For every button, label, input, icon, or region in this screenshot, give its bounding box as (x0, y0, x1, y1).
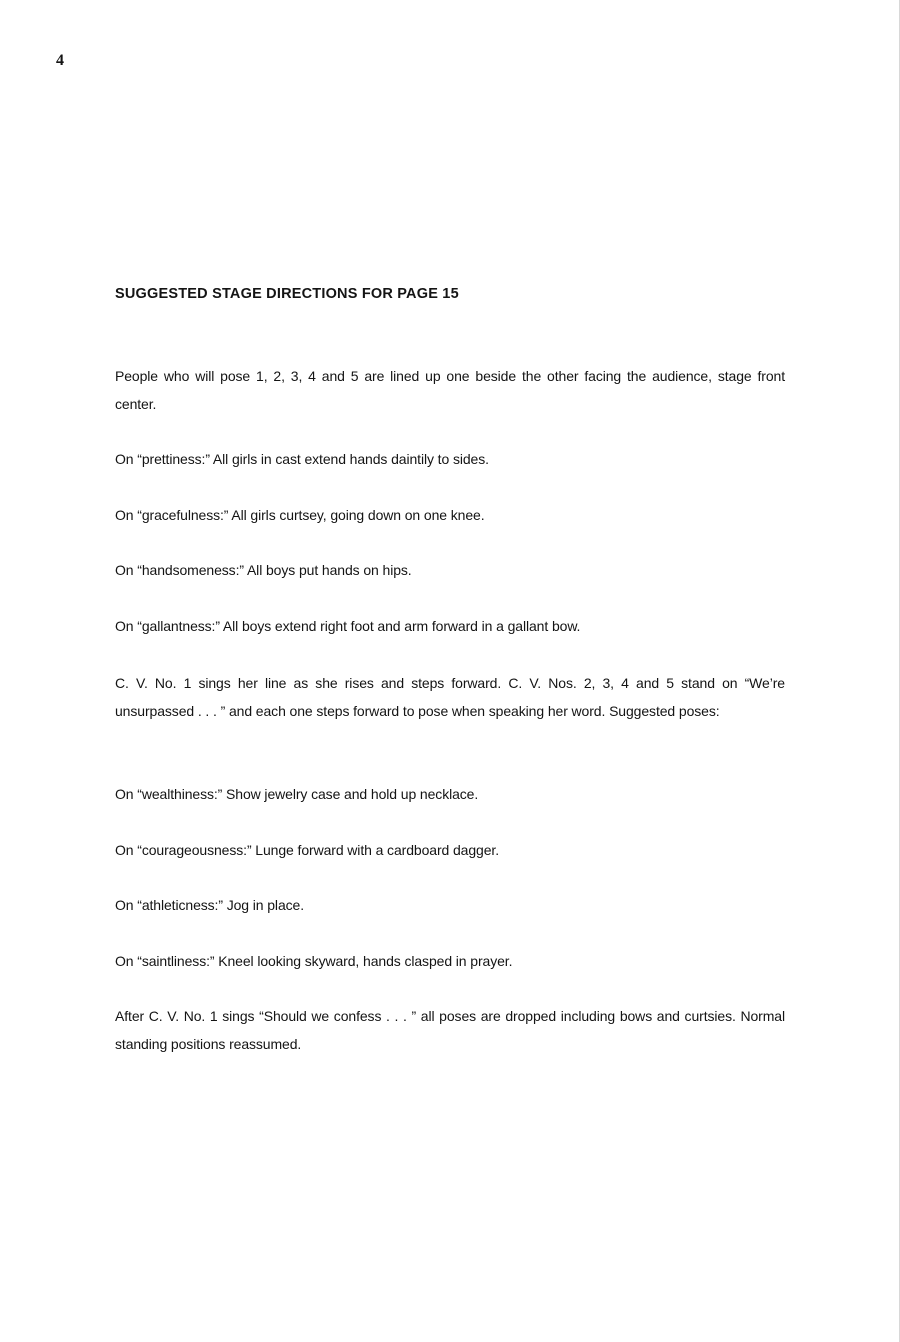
paragraph-prettiness: On “prettiness:” All girls in cast extend hands daintily to sides. (115, 451, 489, 467)
paragraph-gracefulness: On “gracefulness:” All girls curtsey, going down on one knee. (115, 507, 485, 523)
paragraph-gallantness: On “gallantness:” All boys extend right foot and arm forward in a gallant bow. (115, 618, 581, 634)
paragraph-athleticness: On “athleticness:” Jog in place. (115, 897, 305, 913)
paragraph-poses-dropped: After C. V. No. 1 sings “Should we confess . . . ” all poses are dropped including bows and curtsies. Normal standing positions reassumed. (115, 1008, 785, 1052)
paragraph-courageousness: On “courageousness:” Lunge forward with a cardboard dagger. (115, 842, 500, 858)
paragraph-cv-no-1: C. V. No. 1 sings her line as she rises and steps forward. C. V. Nos. 2, 3, 4 and 5 stand on “We’re unsurpassed . . . ” and each one steps forward to pose when speaking her word. Suggested poses: (115, 675, 785, 719)
paragraph-handsomeness: On “handsomeness:” All boys put hands on hips. (115, 562, 412, 578)
page-number: 4 (56, 52, 64, 69)
paragraph-lineup: People who will pose 1, 2, 3, 4 and 5 are lined up one beside the other facing the audience, stage front center. (115, 368, 785, 412)
paragraph-wealthiness: On “wealthiness:” Show jewelry case and hold up necklace. (115, 786, 479, 802)
section-heading: SUGGESTED STAGE DIRECTIONS FOR PAGE 15 (115, 286, 459, 302)
paragraph-saintliness: On “saintliness:” Kneel looking skyward, hands clasped in prayer. (115, 953, 513, 969)
